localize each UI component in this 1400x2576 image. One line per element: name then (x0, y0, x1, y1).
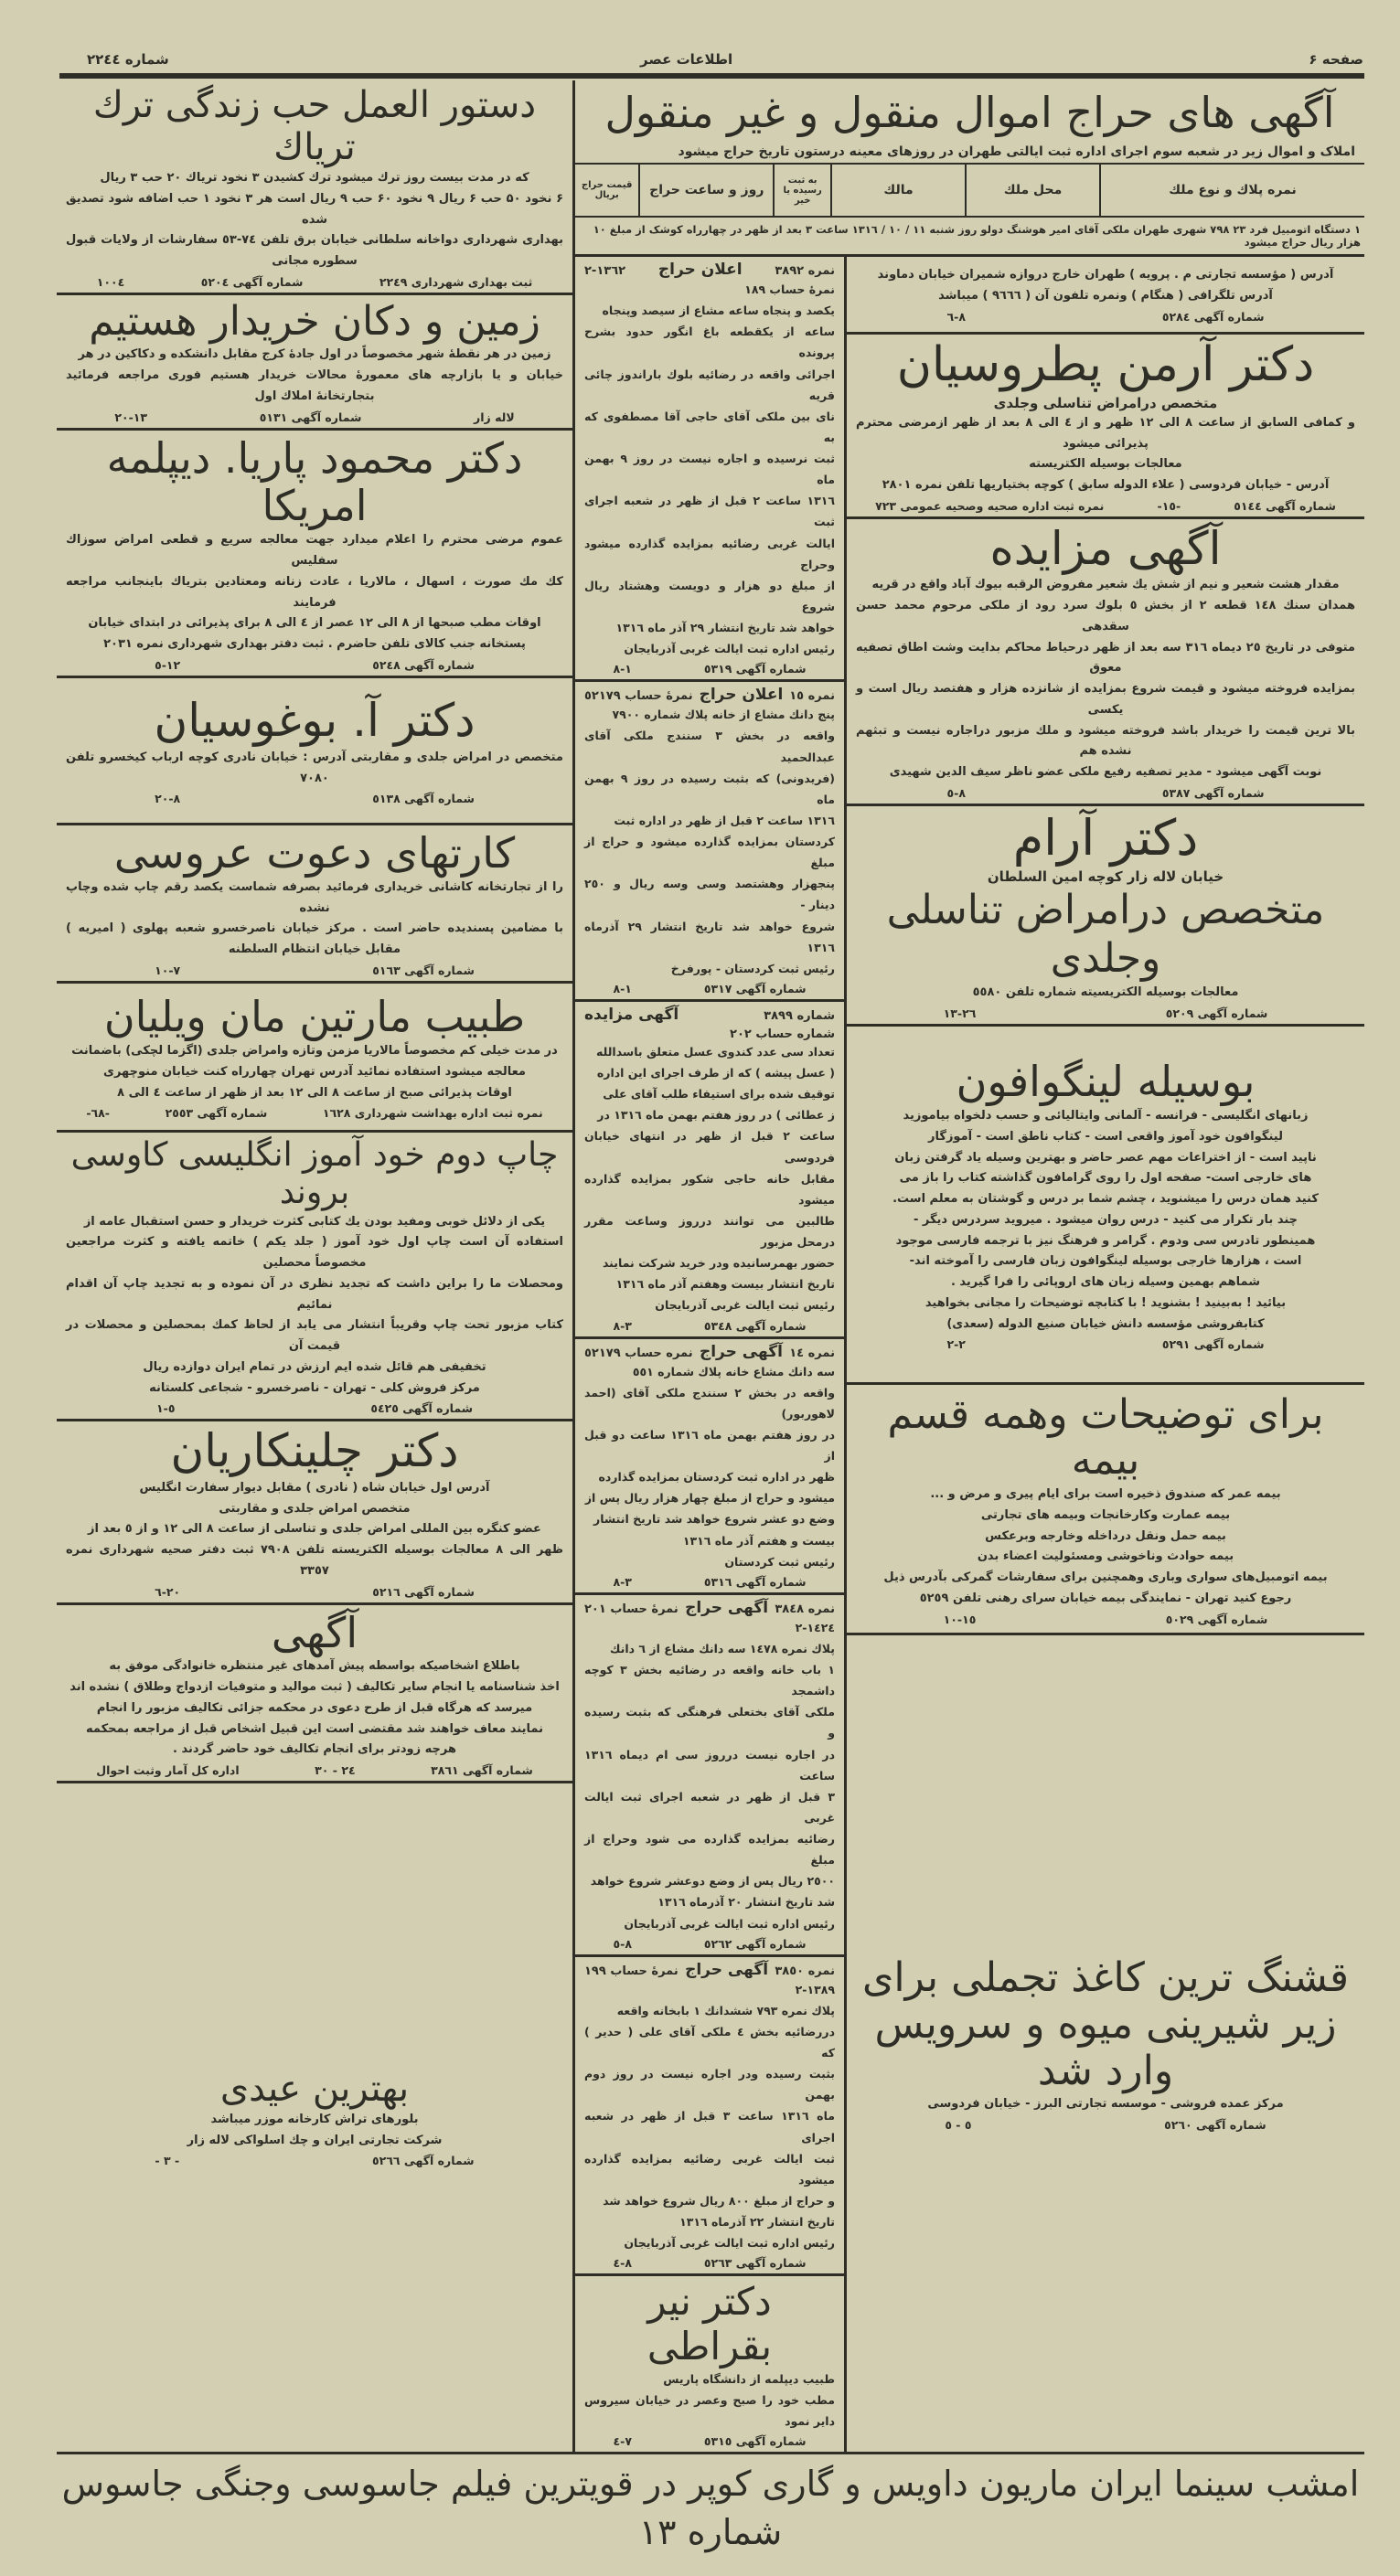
advertisement (57, 431, 572, 678)
ad-text-line: پلاك نمره ۱٤۷۸ سه دانك مشاع از ٦ دانك (610, 1641, 835, 1655)
ad-text-line: بیمه عمارت وکارخانجات وبیمه های تجارتی (980, 1507, 1231, 1522)
notice-title: اعلان حراج (699, 686, 784, 705)
ad-title: طبیب مارتین مان ویلیان (103, 992, 526, 1042)
advertisement (575, 1595, 844, 1957)
ad-text-line: ۱۳۱٦ ساعت ۲ قبل از ظهر در شعبه اجرای ثبت (584, 494, 835, 529)
ad-footer-item: ۱٥-۱۰ (943, 1612, 977, 1626)
ad-footer-item: شماره آگهی ٥١٦٣ (372, 963, 475, 977)
ad-text-line: ( عسل پیشه ) که از طرف اجرای این اداره (596, 1066, 835, 1080)
ad-text-line: استفاده آن است چاپ اول خود آموز ( جلد یکم ) خاتمه یافته و کثرت مراجعین مخصوصاً محصلین (66, 1235, 563, 1271)
ad-footer (66, 658, 563, 672)
ad-footer-item: ۲٦-۱۳ (943, 1006, 977, 1021)
ad-footer-item: ٥-۱ (155, 1401, 176, 1416)
ad-text-line: ظهر در اداره ثبت کردستان بمزایده گذارده (598, 1470, 835, 1485)
col-registered: به ثبت رسیده یا خیر (774, 165, 831, 217)
ad-text-line: پلاك نمره ۷۹۳ ششدانك ۱ بابخانه واقعه (616, 2003, 835, 2017)
left-column (57, 80, 575, 2452)
ad-text-line: را از تجارتخانه کاشانی خریداری فرمائید بصرفه شماست یکصد رقم چاپ شده وچاپ نشده (66, 879, 563, 915)
ad-text-line: تخفیفی هم قائل شده ایم ارزش در تمام ایران دوازده ریال (143, 1359, 486, 1374)
advertisement (575, 682, 844, 1002)
ad-text-line: ۲٥۰۰ ریال پس از وضع دوعشر شروع خواهد (590, 1874, 835, 1889)
ad-text-line: است ، هزارها خارجی بوسیله لینگوافون زبان فارسی را آموخته اند- (909, 1254, 1302, 1269)
ad-title: دکتر آ. بوغوسیان (154, 694, 476, 748)
advertisement (847, 335, 1364, 519)
ad-footer-item: -٦٨- (86, 1106, 110, 1121)
ad-text-line: شماهم بهمین وسیله زبان های اروپائی را فرا گیرید . (950, 1275, 1261, 1290)
ad-text-line: ملکی آقای بختعلی فرهنگی که بثبت رسیده و (584, 1705, 835, 1740)
ad-text-line: وضع دو عشر شروع خواهد شد تاریخ انتشار (593, 1512, 835, 1527)
ad-footer (584, 982, 835, 995)
notice-title: آگهی حراج (699, 1342, 783, 1361)
ad-text-line: ۲-۱۳۸۹ (795, 1982, 835, 1996)
notice-number: شماره ۳۸۹۹ (764, 1008, 835, 1023)
ad-heading-row (584, 261, 835, 279)
ad-footer (66, 1763, 563, 1777)
ad-text-line: باطلاع اشخاصیکه بواسطه پیش آمدهای غیر منتظره خانوادگی موفق به (109, 1659, 520, 1674)
ad-footer-item: - ۳ - (155, 2154, 180, 2168)
ad-footer (856, 2118, 1355, 2132)
right-area (575, 80, 1364, 2452)
ad-footer-item: ۲-۲ (946, 1337, 966, 1352)
ad-title: دکتر آرمن پطروسیان (896, 337, 1315, 392)
ad-footer-item: ۸-٤ (613, 2256, 632, 2271)
ad-text-line: بیمه عمر که صندوق ذخیره است برای ایام پیری و مرض و ... (930, 1487, 1281, 1502)
ad-text-line: یکی از دلائل خوبی ومفید بودن یك کتابی کثرت خریدار و حسن استقبال عامه از (83, 1214, 546, 1229)
ad-text-line: حضور بهمرسانیده ودر خرید شرکت نمایند (602, 1256, 835, 1271)
account-number: نمرهٔ حساب ۱۹۹ (584, 1964, 679, 1978)
ad-text-line: بمزایده فروخته میشود و قیمت شروع بمزایده از شانزده هزار و هفتصد ریال است و یکسی (856, 682, 1355, 717)
ad-text-line: ناپید است - از اختراعات مهم عصر حاضر و بهترین وسیله یاد گرفتن زبان (894, 1150, 1317, 1165)
page-number: صفحه ۶ (1309, 51, 1363, 68)
notice-number: نمره ۳۸۹۲ (775, 264, 835, 278)
ad-footer (66, 275, 563, 289)
ad-text-line: خیابان و یا بازارچه های معمورهٔ محالات خریدار هستیم فوری مراجعه فرمائید بتجارتخانهٔ املاك اول (66, 368, 563, 403)
ad-text-line: اجرائی واقعه در رضائیه بلوك باراندوز چائی قریه (584, 367, 835, 402)
ad-text-line: ز عطائی ) در روز هفتم بهمن ماه ۱۳۱٦ در (597, 1108, 835, 1123)
ad-footer (584, 1937, 835, 1951)
advertisement (57, 295, 572, 431)
ad-footer-item: لاله زار (474, 410, 515, 424)
ad-text-line: رئیس اداره ثبت ایالت غربی آذربایجان (624, 642, 835, 656)
ad-title: دکتر آرام (1012, 808, 1199, 867)
ad-text-line: های خارجی است- صفحه اول را روی گرامافون گذاشته کتاب را باز می (899, 1171, 1312, 1186)
ad-footer (66, 410, 563, 424)
ad-footer (856, 310, 1355, 324)
advertisement (57, 1421, 572, 1604)
ad-footer (856, 1337, 1355, 1351)
ad-text-line: ایالت غربی رضائیه بمزایده گذارده میشود وحراج (584, 536, 835, 571)
col-location: محل ملك (966, 165, 1100, 217)
ad-text-line: همینطور تادرس سی ودوم . گرامر و فرهنگ نیز با ترجمه فارسی موجود (895, 1233, 1316, 1248)
ad-footer-item: شماره آگهی ٥٣۸۷ (1161, 785, 1265, 800)
account-number: نمرهٔ حساب ۲۰۱ (584, 1602, 679, 1616)
advertisement (57, 1783, 572, 2452)
ad-heading-row (584, 1599, 835, 1617)
ad-title: برای توضیحات وهمه قسم بیمه (887, 1390, 1324, 1485)
ad-text-line: تعداد سی عدد کندوی عسل متعلق باسدالله (596, 1044, 835, 1059)
ad-footer (856, 786, 1355, 800)
ad-text-line: اوقات مطب صبحها از ۸ الی ۱۲ عصر از ٤ الی ۸ برای پذیرائی در ابتدای خیابان (88, 616, 541, 631)
ad-title: چاپ دوم خود آموز انگلیسی کاوسی بروند (70, 1135, 559, 1212)
ad-footer-item: شماره آگهی ٥٢٦۰ (1164, 2117, 1266, 2132)
middle-column (575, 254, 847, 2452)
ad-text-line: لینگوافون خود آموز واقعی است - کتاب ناطق است - آموزگار (928, 1129, 1283, 1144)
ad-text-line: عضو کنگره بین المللی امراض جلدی و تناسلی از ساعت ۸ الی ۱۲ و از ٥ بعد از (88, 1522, 541, 1537)
ad-text-line: رئیس ثبت ایالت غربی آذربایجان (655, 1298, 835, 1313)
advertisement (57, 825, 572, 984)
ad-footer (584, 1319, 835, 1333)
ad-text-line: میرسد که هرگاه قبل از طرح دعوی در محکمه جزائی تکالیف مزبور را انجام (96, 1700, 533, 1715)
advertisement (847, 257, 1364, 335)
ad-text-line: اخذ شناسنامه یا انجام سایر تکالیف ( ثبت موالید و متوفیات ازدواج وطلاق ) نشده اند (69, 1680, 560, 1695)
col-price: قیمت حراج بریال (575, 165, 639, 217)
page-body (57, 80, 1364, 2452)
ad-text-line: ماه ۱۳۱٦ ساعت ۳ قبل از ظهر در شعبه اجرای (584, 2109, 835, 2145)
ad-text-line: از مبلغ دو هزار و دویست وهشتاد ریال شروع (584, 578, 835, 613)
ad-text-line: رضائیه بمزایده گذارده می شود وحراج از مبلغ (584, 1832, 835, 1868)
ad-footer (66, 963, 563, 977)
ad-title: کارتهای دعوت عروسی (113, 827, 516, 878)
ad-footer (856, 1613, 1355, 1626)
ad-text-line: تاریخ انتشار بیست وهفتم آذر ماه ۱۳۱٦ (615, 1277, 835, 1292)
notice-number: نمره ۳۸٥۰ (775, 1964, 835, 1978)
ad-footer-item: شماره آگهی ٥١٣١ (259, 410, 362, 424)
ad-heading-row (584, 1343, 835, 1361)
ad-footer-item: ۱۰۰٤ (96, 274, 125, 289)
ad-footer-item: ۸-٦ (946, 309, 966, 324)
ad-footer-item: شماره آگهی ٥٣۱٥ (703, 2434, 807, 2449)
advertisement (847, 806, 1364, 1027)
ad-text-line: واقعه در بخش ۳ سنندج ملکی آقای عبدالحمید (584, 729, 835, 764)
ad-text-line: ظهر الی ۸ معالجات بوسیله الکتریسته تلفن ۷۹۰۸ ثبت دفتر صحیه شهرداری نمره ۳۳٥۷ (66, 1543, 563, 1578)
ad-text-line: بیمه حوادث وناخوشی ومسئولیت اعضاء بدن (977, 1549, 1234, 1564)
ad-text-line: رجوع کنید تهران - نمایندگی بیمه خیابان سرای رهنی تلفن ٥٢٥۹ (919, 1591, 1292, 1605)
ad-text-line: در اجاره نیست درروز سی ام دیماه ۱۳۱٦ ساعت (584, 1747, 835, 1783)
advertisement (847, 1635, 1364, 2452)
ad-title: بوسیله لینگوافون (956, 1057, 1256, 1107)
ad-text-line: کردستان بمزایده گذارده میشود و حراج از مبلغ (584, 835, 835, 870)
ad-text-line: کتابفروشی مؤسسه دانش خیابان صنیع الدوله (سعدی) (946, 1316, 1265, 1331)
ad-text-line: ومحصلات ما را براین داشت که تجدید نظری در آن نموده و به تجدید چاپ آن اقدام نمائیم (66, 1276, 563, 1312)
notice-number: نمره ۱٥ (789, 689, 835, 704)
notice-number: نمره ۳۸٤۸ (775, 1602, 835, 1616)
ad-text-line: ساعه از یکقطعه باغ انگور حدود بشرح پرونده (584, 325, 835, 360)
ad-footer-item: شماره آگهی ٥١٤٤ (1234, 498, 1336, 513)
ad-text-line: آدرس اول خیابان شاه ( نادری ) مقابل دیوار سفارت انگلیس (139, 1480, 490, 1495)
ad-footer-item: ۸-۱ (613, 662, 632, 676)
advertisement (847, 1385, 1364, 1635)
ad-text-line: مرکز فروش کلی - تهران - ناصرخسرو - شجاعی کلستانه (149, 1380, 480, 1395)
ad-footer (584, 662, 835, 676)
ad-text-line: کك مك صورت ، اسهال ، مالاریا ، عادت زنانه ومعتادین بتریاك باینجانب مراجعه فرمایند (66, 574, 563, 610)
ad-text-line: بالا ترین قیمت را خریدار باشد فروخته میشود و ملك مزبور دراجاره نیست و تبثهم نشده هم (856, 723, 1355, 759)
ad-heading-row (584, 1961, 835, 1979)
ad-footer (66, 2154, 563, 2167)
ad-footer-item: اداره کل آمار وثبت احوال (96, 1763, 240, 1778)
ad-footer-item: ۸-۱ (613, 981, 632, 995)
notice-title: آگهی حراج (685, 1960, 769, 1979)
ad-text-line: سه دانك مشاع خانه پلاك شماره ٥٥۱ (632, 1364, 835, 1378)
ad-text-line: معالجات بوسیله الکتریسته (1029, 457, 1182, 472)
ad-text-line: رئیس ثبت کردستان (724, 1554, 835, 1569)
account-number: نمرهٔ حساب ٥٢۱۷۹ (584, 689, 693, 704)
ad-title: آگهی مزایده (989, 521, 1222, 575)
ad-text-line: (فریدونی) که بثبت رسیده در روز ۹ بهمن ماه (584, 771, 835, 806)
ad-text-line: و حراج از مبلغ ۸۰۰ ریال شروع خواهد شد (603, 2193, 835, 2208)
ad-text-line: مقابل خانه حاجی شکور بمزایده گذارده میشود (584, 1171, 835, 1207)
advertisement (57, 80, 572, 295)
ad-footer-item: شماره آگهی ٥٢٤٨ (372, 657, 475, 672)
ad-text-line: طالبین می توانند درروز وساعت مقرر درمحل مزبور (584, 1213, 835, 1249)
auction-row: ۱ دستگاه اتومبیل فرد ۲۳ ۷۹۸ شهری طهران ملکی آقای امیر هوشنگ دولو روز شنبه ۱۱ / ۱۰ / ۱۳۱٦ ساعت ۳ بعد از ظهر در چهارراه کوشک از مبلغ ۱۰ هزار ریال حراج میشود (593, 223, 1361, 249)
ad-subtitle: متخصص درامراض تناسلی وجلدی (993, 394, 1218, 411)
notice-title: آگهی مزایده (584, 1005, 679, 1024)
ad-footer-item: شماره آگهی ٥٣۱۷ (703, 981, 807, 995)
ad-footer (66, 1106, 563, 1120)
right-column (847, 254, 1364, 2452)
ad-text-line: ساعت ۲ قبل از ظهر در انتهای خیابان فردوسی (584, 1129, 836, 1165)
advertisement (575, 257, 844, 682)
notice-number: نمره ۱٤ (789, 1346, 835, 1360)
ad-text-line: بیائید ! به‌بینید ! بشنوید ! با کتابچه توضیحات را مجانی بخواهید (924, 1295, 1287, 1310)
ad-footer-item: شماره آگهی ۳۸٦۱ (431, 1763, 533, 1778)
ad-text-line: بثبت رسیده ودر اجاره نیست در روز دوم بهمن (584, 2067, 835, 2102)
ad-footer-item: شماره آگهی ٥٢۰٤ (200, 274, 304, 289)
ad-text-line: آدرس - خیابان فردوسی ( علاء الدوله سابق ) کوچه بختیاریها تلفن نمره ۲۸۰۱ (882, 478, 1330, 493)
ad-footer (584, 2256, 835, 2270)
ad-title: دکتر محمود پاریا. دیپلمه امریکا (106, 432, 523, 531)
ad-text-line: واقعه در بخش ۲ سنندج ملکی آقای (احمد لاهوربور) (584, 1385, 835, 1421)
ad-footer (66, 1401, 563, 1415)
ad-text-line: توقیف شده برای استیفاء طلب آقای علی (603, 1087, 835, 1102)
ad-footer-item: ۱۲-٥ (155, 657, 181, 672)
lower-right-columns (575, 254, 1364, 2452)
ad-text-line: با مضامین پسندیده حاضر است . مرکز خیابان ناصرخسرو شعبه پهلوی ( امیریه ) مقابل خیابان انتظام السلطنه (66, 921, 563, 957)
ad-footer-item: ۲٤ - ۳۰ (315, 1763, 356, 1778)
ad-title: دستور العمل حب زندگی ترك تریاك (92, 84, 537, 168)
ad-text-line: آدرس ( مؤسسه تجارتی م . پرویه ) طهران خارج دروازه شمیران خیابان دماوند (877, 268, 1334, 282)
ad-text-line: مرکز عمده فروشی - موسسه تجارتی البرز - خیابان فردوسی (927, 2097, 1284, 2112)
ad-text-line: کنید همان درس را میشنوید ، چشم شما بر درس و گوشتان به معلم است. (892, 1192, 1319, 1207)
ad-footer-item: ۸-٥ (946, 785, 966, 800)
ad-text-line: شروع خواهد شد تاریخ انتشار ۲۹ آذرماه ۱۳۱٦ (584, 919, 835, 954)
masthead-rule (59, 73, 1364, 79)
ad-text-line: شرکت تجارتی ایران و چك اسلواکی لاله زار (187, 2133, 443, 2147)
ad-footer (856, 499, 1355, 513)
ad-footer-item: ثبت بهداری شهرداری ۲۲٤۹ (379, 274, 533, 289)
ad-footer-item: ۲۰-۱۳ (114, 410, 148, 424)
advertisement (575, 2276, 844, 2452)
ad-text-line: ثبت ایالت غربی رضائیه بمزایده گذارده میشود (584, 2151, 835, 2187)
ad-text-line: دررضائیه بخش ٤ ملکی آقای علی ( حدیر ) که (584, 2024, 835, 2060)
ad-text-line: پنج دانك مشاع از خانه پلاك شماره ۷۹۰۰ (612, 708, 835, 722)
newspaper-name: اطلاعات عصر (640, 51, 733, 68)
ad-text-line: متخصص در امراض جلدی و مقاربتی آدرس : خیابان نادری کوچه ارباب کیخسرو تلفن ۷۰۸۰ (66, 750, 563, 785)
ad-footer (584, 2434, 835, 2448)
advertisement (57, 1605, 572, 1784)
ad-text-line: همدان سنك ۱٤۸ قطعه ۲ از بخش ٥ بلوك سرد رود از ملکی مرحوم محمد حسن سقدهی (856, 599, 1355, 633)
advertisement (575, 1002, 844, 1339)
ad-text-line: اوقات پذیرائی صبح از ساعت ۸ الی ۱۲ بعد از ظهر از ساعت ٤ الی ۸ (117, 1085, 512, 1100)
advertisement (57, 1133, 572, 1422)
ad-text-line: بیمه اتومبیل‌های سواری وباری وهمچنین برای سفارشات گمرکی بآدرس ذیل (883, 1570, 1328, 1585)
ad-heading-row (584, 1006, 835, 1041)
ad-text-line: مقدار هشت شعیر و نیم از شش یك شعیر مفروض الرقبه بیوك آباد واقع در قریه (871, 578, 1340, 592)
ad-text-line: معالجات بوسیله الکتریسیته شماره تلفن ٥٥۸۰ (972, 985, 1239, 1000)
ad-text-line: در مدت خیلی کم مخصوصاً مالاریا مزمن وتازه وامراض جلدی (اگزما لچکی) باضمانت (71, 1044, 558, 1059)
ad-footer-item: ۸-۳ (613, 1574, 632, 1589)
ad-footer-item: شماره آگهی ٥٣۱۹ (703, 662, 807, 676)
ad-footer-item: شماره آگهی ٥٢٦٦ (371, 2154, 475, 2168)
advertisement (57, 984, 572, 1133)
ad-text-line: خواهد شد تاریخ انتشار ۲۹ آذر ماه ۱۳۱٦ (615, 621, 835, 634)
advertisement (575, 1957, 844, 2277)
ad-text-line: ۶ نخود ۵۰ حب ۶ ریال ۹ نخود ۶۰ حب ۹ ریال است هر ۳ نخود ۱ حب اضافه شود تصدیق شده (66, 191, 564, 227)
auction-subtitle: املاک و اموال زیر در شعبه سوم اجرای اداره ثبت ایالتی طهران در روزهای معینه درستون تاریخ حراج میشود (575, 144, 1364, 165)
ad-text-line: عموم مرضی محترم را اعلام میدارد جهت معالجه سریع و قطعی امراض سوزاك سفلیس (66, 533, 563, 569)
masthead (0, 0, 1400, 80)
ad-footer-item: نمره ثبت اداره صحیه وصحیه عمومی ۷۲۳ (875, 498, 1105, 513)
notice-title: آگهی حراج (685, 1598, 769, 1617)
ad-title: دکتر نیر بقراطی (647, 2279, 773, 2368)
ad-footer-item: شماره آگهی ٥٢۹۱ (1161, 1337, 1265, 1352)
ad-text-line: زبانهای انگلیسی - فرانسه - آلمانی وایتالیائی و حسب دلخواه بیاموزید (903, 1109, 1309, 1123)
ad-footer-item: شماره آگهی ۲٥٥۳ (165, 1106, 268, 1121)
ad-text-line: تاریخ انتشار ۲۲ آذرماه ۱۳۱٦ (679, 2215, 835, 2229)
ad-text-line: یکصد و پنجاه ساعه مشاع از سیصد وپنجاه (602, 303, 835, 318)
ad-text-line: معالجه میشود استفاده نمائید آدرس تهران چهارراه کنت خیابان منوچهری (103, 1064, 526, 1079)
ad-text-line: هرچه زودتر برای انجام تکالیف خود حاضر گردند . (173, 1742, 456, 1757)
ad-text-line: در روز هفتم بهمن ماه ۱۳۱٦ ساعت دو قبل از (584, 1427, 835, 1463)
ad-footer-item: شماره آگهی ٥٢۰۹ (1165, 1006, 1268, 1021)
ad-footer-item: ۷-٤ (613, 2434, 632, 2449)
ad-text-line: رئیس ثبت کردستان - پورفرخ (670, 961, 835, 975)
ad-text-line: زمین در هر نقطهٔ شهر مخصوصاً در اول جادهٔ کرج مقابل دانشکده و دکاکین در هر (78, 347, 551, 362)
ad-footer-item: ۲۰-۸ (155, 792, 181, 806)
account-number: نمره حساب ٥۲۱۷۹ (584, 1346, 693, 1360)
ad-text-line: چند بار تکرار می کنید - درس روان میشود . میروید سردرس دیگر - (913, 1212, 1298, 1227)
cinema-banner: امشب سینما ایران ماریون داویس و گاری کوپر در قویترین فیلم جاسوسی وجنگی جاسوس شماره ۱۳ (57, 2452, 1364, 2575)
ad-footer-item: ۸-٥ (613, 1936, 632, 1951)
account-number: ۲-۱۳٦۲ (584, 264, 626, 278)
advertisement (847, 519, 1364, 806)
ad-footer-item: ٥ - ٥ (945, 2117, 972, 2132)
ad-footer-item: -۱٥- (1157, 498, 1181, 513)
ad-footer-item: ۸-۳ (613, 1318, 632, 1333)
ad-text-line: میشود و حراج از مبلغ چهار هزار ریال پس از (584, 1491, 835, 1506)
ad-footer-item: شماره آگهی ٥٢١٦ (372, 1584, 475, 1599)
ad-text-line: متوفی در تاریخ ۲٥ دیماه ۳۱٦ سه بعد از ظهر درحیاط محاکم بدایت وشت اطاق تصفیه معوق (856, 640, 1355, 676)
ad-footer-item: شماره آگهی ٥٤٢٥ (370, 1401, 474, 1416)
issue-number: شماره ۲۲٤٤ (87, 51, 169, 68)
ad-text-line: پنجهزار وهشتصد وسی وسه ریال و ۲٥۰ دینار - (584, 877, 835, 912)
ad-text-line: رئیس اداره ثبت ایالت غربی آذربایجان (624, 2236, 835, 2251)
ad-text-line: و کمافی السابق از ساعت ۸ الی ۱۲ ظهر و از ٤ الی ۸ بعد از ظهر ازمرضی محترم پذیرائی میشود (856, 415, 1355, 451)
ad-text-line: که در مدت بیست روز ترك میشود ترك کشیدن ۳ نخود تریاك ۲۰ حب ۳ ریال (100, 171, 529, 185)
ad-footer (584, 1575, 835, 1589)
ad-text-line: نای بین ملکی آقای حاجی آقا مصطفوی که به (584, 409, 835, 444)
advertisement (57, 678, 572, 825)
auction-listing-ad (575, 80, 1364, 254)
ad-footer-item: نمره ثبت اداره بهداشت شهرداری ۱٦۲۸ (322, 1106, 543, 1121)
ad-text-line: بیمه حمل ونقل درداخله وخارجه وبرعکس (985, 1528, 1226, 1543)
ad-subtitle: خیابان لاله زار کوچه امین السلطان (987, 868, 1224, 885)
ad-text-line: نمایند معاف خواهند شد مقتضی است این قبیل اشخاص قبل از مراجعه بمحکمه (85, 1721, 544, 1736)
ad-title: قشنگ ترین کاغذ تجملی برای زیر شیرینی میوه و سرویس وارد شد (861, 1954, 1350, 2094)
ad-footer-item: شماره آگهی ٥٢۸٤ (1161, 309, 1265, 324)
ad-title: زمین و دکان خریدار هستیم (89, 297, 540, 345)
ad-footer (66, 792, 563, 805)
ad-text-line: نمرهٔ حساب ۱۸۹ (744, 282, 835, 296)
ad-text-line: طبیب دیپلمه از دانشگاه پاریس (663, 2371, 835, 2386)
ad-footer-item: شماره آگهی ٥٣۱٦ (703, 1574, 807, 1589)
ad-footer-item: شماره آگهی ٥٢٦۲ (703, 1936, 807, 1951)
ad-footer (66, 1585, 563, 1599)
ad-text-line: آدرس تلگرافی ( هنگام ) ونمره تلفون آن ( ۹٦٦٦ ) میباشد (938, 289, 1273, 303)
ad-text-line: ۲-۱٤۲٤ (795, 1620, 835, 1634)
col-owner: مالك (831, 165, 966, 217)
auction-title: آگهی های حراج اموال منقول و غیر منقول (604, 88, 1335, 137)
ad-text-line: بیست و هفتم آذر ماه ۱۳۱٦ (682, 1533, 835, 1548)
ad-title: آگهی (271, 1607, 358, 1657)
advertisement (847, 1027, 1364, 1385)
ad-footer-item: ۲۰-٦ (155, 1584, 181, 1599)
ad-footer-item: شماره آگهی ٥١٣٨ (372, 792, 475, 806)
ad-text-line: ثبت نرسیده و اجاره نیست در روز ۹ بهمن ماه (584, 452, 835, 487)
ad-text-line: متخصص امراض جلدی و مقاربتی (219, 1501, 411, 1516)
advertisement (575, 1339, 844, 1595)
ad-headline: متخصص درامراض تناسلی وجلدی (886, 886, 1325, 982)
ad-footer-item: شماره آگهی ٥٣٤۸ (703, 1318, 807, 1333)
ad-text-line: رئیس اداره ثبت ایالت غربی آذربایجان (624, 1916, 835, 1931)
notice-title: اعلان حراج (657, 261, 743, 279)
ad-heading-row (584, 686, 835, 704)
ad-text-line: نوبت آگهی میشود - مدیر تصفیه رفیع ملکی عضو ناظر سیف الدین شهیدی (889, 765, 1322, 780)
col-plate: نمره پلاك و نوع ملك (1100, 165, 1364, 217)
ad-footer-item: شماره آگهی ٥٠۲۹ (1165, 1612, 1268, 1626)
auction-table (575, 165, 1364, 254)
ad-text-line: ۱ باب خانه واقعه در رضائیه بخش ۳ کوچه داشمجد (584, 1663, 835, 1698)
ad-text-line: ۳ قبل از ظهر در شعبه اجرای ثبت ایالت غربی (584, 1789, 835, 1825)
ad-footer (856, 1006, 1355, 1020)
ad-title: دکتر چلینکاریان (170, 1424, 459, 1478)
col-date: روز و ساعت حراج (639, 165, 774, 217)
ad-text-line: ۱۳۱٦ ساعت ۲ قبل از ظهر در اداره ثبت (614, 813, 835, 827)
ad-footer-item: شماره آگهی ٥٢٦۳ (703, 2256, 807, 2271)
ad-text-line: کتاب مزبور تحت چاپ وقریباً انتشار می یابد از لحاظ کمك بمحصلین و محصلات در قیمت آن (66, 1318, 563, 1354)
ad-text-line: مطب خود را صبح وعصر در خیابان سیروس دایر نمود (584, 2392, 835, 2429)
ad-text-line: پستخانه جنب کالای تلفن حاضرم . ثبت دفتر بهداری شهرداری نمره ۲۰۳۱ (103, 637, 526, 652)
ad-title: بهترین عیدی (219, 2067, 410, 2110)
ad-footer-item: ۱۰-۷ (155, 963, 181, 977)
ad-text-line: بلورهای تراش کارخانه موزر میباشد (210, 2112, 419, 2126)
ad-text-line: شد تاریخ انتشار ۲۰ آذرماه ۱۳۱٦ (657, 1895, 835, 1910)
ad-text-line: بهداری شهرداری دواخانه سلطانی خیابان برق تلفن ۷٤-٥٣ سفارشات از ولایات قبول سطوره مجانی (66, 233, 563, 268)
account-number: شماره حساب ۲۰۲ (730, 1027, 835, 1041)
